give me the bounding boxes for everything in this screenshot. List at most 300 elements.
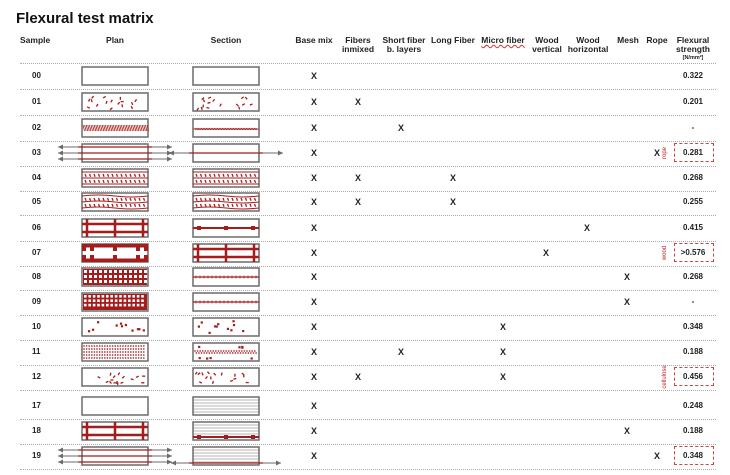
- section-drawing: [166, 265, 286, 289]
- plan-drawing: [55, 290, 175, 314]
- mesh-cell: [89, 280, 92, 283]
- fiber-dash: [91, 99, 92, 102]
- header-wood-vertical: [532, 36, 562, 54]
- sample-id: 03: [32, 148, 41, 157]
- mesh-cell: [104, 275, 107, 278]
- fiber-dot: [109, 345, 110, 346]
- fiber-dot: [133, 354, 134, 355]
- fiber-dot: [86, 345, 87, 346]
- flexural-strength-value: -: [691, 123, 695, 132]
- fiber-dot: [99, 357, 100, 358]
- fiber-dot: [90, 255, 94, 259]
- fiber-dot: [107, 357, 108, 358]
- fiber-dot: [253, 352, 254, 353]
- header-section: Section: [210, 35, 242, 45]
- mark-mesh: X: [623, 426, 631, 436]
- section-drawing: [166, 340, 286, 364]
- fiber-dot: [215, 350, 216, 351]
- specimen-outline: [193, 93, 259, 111]
- fiber-dot: [131, 330, 133, 332]
- reinforcement-label: cellulose: [662, 365, 668, 389]
- header-rope: Rope: [646, 35, 668, 45]
- fiber-dot: [218, 350, 219, 351]
- fiber-dot: [96, 345, 97, 346]
- table-row: [0, 241, 730, 265]
- fiber-dash: [230, 381, 233, 382]
- mesh-cell: [106, 295, 109, 298]
- mesh-cell: [124, 270, 127, 273]
- fiber-dot: [120, 323, 122, 325]
- fiber-dot: [117, 351, 118, 352]
- fiber-dot: [91, 351, 92, 352]
- fiber-dot: [94, 345, 95, 346]
- fiber-dot: [209, 332, 211, 334]
- fiber-dot: [217, 323, 219, 325]
- mark-short: X: [397, 123, 405, 133]
- fiber-dot: [83, 351, 84, 352]
- fiber-dot: [224, 226, 228, 230]
- flexural-strength-value: 0.201: [682, 97, 704, 106]
- fiber-dot: [125, 357, 126, 358]
- fiber-dot: [133, 345, 134, 346]
- fiber-dot: [117, 357, 118, 358]
- section-drawing: [166, 394, 286, 418]
- mesh-cell: [119, 299, 122, 302]
- fiber-dot: [228, 350, 229, 351]
- fiber-dot: [216, 352, 217, 353]
- fiber-dash: [213, 381, 214, 384]
- fiber-dot: [143, 351, 144, 352]
- mark-base: X: [310, 347, 318, 357]
- fiber-dot: [133, 351, 134, 352]
- fiber-dot: [196, 352, 197, 353]
- fiber-dot: [104, 357, 105, 358]
- header-long-fiber: Long Fiber: [431, 35, 475, 45]
- fiber-dot: [97, 321, 99, 323]
- fiber-dot: [99, 348, 100, 349]
- section-drawing: [166, 315, 286, 339]
- fiber-dot: [133, 357, 134, 358]
- mark-long: X: [449, 197, 457, 207]
- mesh-cell: [110, 304, 113, 307]
- fiber-dot: [112, 345, 113, 346]
- plan-drawing: [55, 116, 175, 140]
- mesh-cell: [88, 299, 91, 302]
- mark-micro: X: [499, 372, 507, 382]
- table-row: [0, 141, 730, 165]
- fiber-dot: [104, 345, 105, 346]
- flexural-strength-value: >0.576: [680, 248, 706, 257]
- fiber-dot: [135, 348, 136, 349]
- fiber-dash: [233, 378, 236, 379]
- fiber-dot: [115, 354, 116, 355]
- mesh-cell: [102, 295, 105, 298]
- mesh-cell: [119, 304, 122, 307]
- arrowhead-icon: [58, 454, 63, 459]
- mesh-cell: [106, 304, 109, 307]
- arrowhead-icon: [276, 461, 281, 466]
- fiber-dot: [121, 325, 123, 327]
- fiber-dash: [110, 373, 111, 376]
- mesh-cell: [94, 280, 97, 283]
- mark-micro: X: [499, 347, 507, 357]
- fiber-dot: [109, 354, 110, 355]
- specimen-outline: [82, 397, 148, 415]
- table-row: [0, 166, 730, 190]
- section-drawing: [166, 116, 286, 140]
- fiber-dot: [104, 348, 105, 349]
- mark-base: X: [310, 223, 318, 233]
- fiber-dot: [138, 354, 139, 355]
- fiber-dot: [115, 345, 116, 346]
- mark-wood-v: X: [542, 248, 550, 258]
- mesh-cell: [114, 280, 117, 283]
- fiber-dot: [226, 350, 227, 351]
- mesh-cell: [119, 295, 122, 298]
- fiber-dot: [86, 354, 87, 355]
- page-title: Flexural test matrix: [16, 10, 154, 27]
- specimen-outline: [193, 343, 259, 361]
- plan-drawing: [55, 265, 175, 289]
- header-wood-h-l2: horizontal: [567, 44, 609, 54]
- fiber-dot: [102, 357, 103, 358]
- mesh-cell: [93, 295, 96, 298]
- fiber-dot: [113, 255, 117, 259]
- fiber-dot: [224, 352, 225, 353]
- mesh-cell: [144, 275, 147, 278]
- fiber-dot: [122, 357, 123, 358]
- fiber-dot: [229, 352, 230, 353]
- fiber-dot: [113, 247, 117, 251]
- fiber-dot: [141, 354, 142, 355]
- mesh-cell: [139, 275, 142, 278]
- plan-drawing: [55, 190, 175, 214]
- fiber-dot: [249, 350, 250, 351]
- fiber-dot: [96, 354, 97, 355]
- section-drawing: [166, 444, 286, 468]
- fiber-dot: [241, 350, 242, 351]
- specimen-outline: [82, 67, 148, 85]
- mesh-cell: [102, 299, 105, 302]
- fiber-dot: [213, 350, 214, 351]
- fiber-dot: [99, 345, 100, 346]
- fiber-dot: [141, 351, 142, 352]
- fiber-dash: [208, 102, 211, 103]
- fiber-dot: [242, 330, 244, 332]
- fiber-dot: [90, 247, 94, 251]
- fiber-dot: [109, 348, 110, 349]
- mark-long: X: [449, 173, 457, 183]
- fiber-dot: [99, 351, 100, 352]
- fiber-dot: [96, 357, 97, 358]
- fiber-dot: [143, 354, 144, 355]
- mesh-cell: [144, 280, 147, 283]
- fiber-dot: [104, 351, 105, 352]
- section-drawing: [166, 141, 286, 165]
- flexural-strength-value: 0.268: [682, 272, 704, 281]
- fiber-dot: [144, 255, 148, 259]
- mark-base: X: [310, 322, 318, 332]
- fiber-dot: [128, 357, 129, 358]
- wood-bar: [82, 244, 148, 248]
- sample-id: 07: [32, 248, 41, 257]
- mark-base: X: [310, 173, 318, 183]
- table-row: [0, 315, 730, 339]
- specimen-outline: [193, 67, 259, 85]
- header-short-fiber: [383, 36, 426, 54]
- fiber-dot: [86, 357, 87, 358]
- header-fibers-l1: Fibers: [345, 35, 371, 45]
- mesh-cell: [114, 270, 117, 273]
- fiber-dot: [144, 247, 148, 251]
- section-drawing: [166, 166, 286, 190]
- flexural-strength-value: 0.348: [682, 451, 704, 460]
- fiber-dot: [115, 351, 116, 352]
- fiber-dot: [130, 345, 131, 346]
- mark-base: X: [310, 123, 318, 133]
- mesh-cell: [139, 280, 142, 283]
- fiber-dot: [251, 357, 253, 359]
- fiber-dot: [200, 350, 201, 351]
- fiber-dot: [210, 350, 211, 351]
- table-row: [0, 290, 730, 314]
- mesh-cell: [119, 270, 122, 273]
- fiber-dot: [104, 354, 105, 355]
- plan-drawing: [55, 141, 175, 165]
- fiber-dot: [107, 351, 108, 352]
- fiber-dot: [125, 351, 126, 352]
- header-short-l1: Short fiber: [382, 35, 426, 45]
- mesh-cell: [132, 299, 135, 302]
- fiber-dot: [246, 350, 247, 351]
- fiber-dot: [143, 348, 144, 349]
- fiber-dash: [206, 108, 209, 109]
- specimen-outline: [193, 368, 259, 386]
- fiber-dot: [232, 352, 233, 353]
- mesh-cell: [115, 304, 118, 307]
- fiber-dot: [96, 348, 97, 349]
- flexural-strength-value: 0.415: [682, 223, 704, 232]
- specimen-outline: [193, 119, 259, 137]
- mesh-cell: [99, 280, 102, 283]
- mark-base: X: [310, 71, 318, 81]
- header-flexural-strength: [676, 36, 710, 63]
- sample-id: 04: [32, 173, 41, 182]
- fiber-dot: [252, 350, 253, 351]
- section-drawing: [166, 419, 286, 443]
- fiber-dot: [120, 351, 121, 352]
- fiber-dot: [112, 357, 113, 358]
- plan-drawing: [55, 166, 175, 190]
- mesh-cell: [124, 280, 127, 283]
- mesh-cell: [94, 270, 97, 273]
- table-row: [0, 444, 730, 468]
- wood-bar: [82, 259, 148, 263]
- reinforcement-label: rope: [662, 146, 668, 160]
- header-mesh: Mesh: [617, 35, 639, 45]
- header-base-mix: Base mix: [295, 35, 333, 45]
- fiber-dot: [128, 348, 129, 349]
- table-row: [0, 64, 730, 88]
- fiber-dot: [83, 354, 84, 355]
- mesh-cell: [88, 295, 91, 298]
- fiber-dot: [143, 345, 144, 346]
- plan-drawing: [55, 444, 175, 468]
- mark-base: X: [310, 272, 318, 282]
- mesh-cell: [110, 295, 113, 298]
- plan-drawing: [55, 64, 175, 88]
- mark-micro: X: [499, 322, 507, 332]
- fiber-dot: [197, 350, 198, 351]
- mark-fibers: X: [354, 197, 362, 207]
- fiber-dot: [112, 351, 113, 352]
- fiber-dot: [125, 348, 126, 349]
- fiber-dot: [214, 352, 215, 353]
- header-plan: Plan: [106, 35, 124, 45]
- plan-drawing: [55, 340, 175, 364]
- table-row: [0, 190, 730, 214]
- mesh-cell: [124, 275, 127, 278]
- plan-drawing: [55, 419, 175, 443]
- fiber-dot: [130, 354, 131, 355]
- arrowhead-icon: [58, 151, 63, 156]
- row-divider: [20, 390, 716, 391]
- fiber-dot: [130, 348, 131, 349]
- fiber-dot: [133, 348, 134, 349]
- mesh-cell: [104, 280, 107, 283]
- fiber-dot: [94, 354, 95, 355]
- fiber-dot: [210, 357, 212, 359]
- fiber-dot: [99, 354, 100, 355]
- mesh-cell: [115, 299, 118, 302]
- sample-id: 19: [32, 451, 41, 460]
- fiber-dot: [82, 255, 86, 259]
- fiber-dot: [143, 357, 144, 358]
- fiber-dot: [236, 350, 237, 351]
- arrowhead-icon: [58, 157, 63, 162]
- mesh-cell: [132, 295, 135, 298]
- row-divider: [20, 469, 716, 470]
- fiber-dot: [199, 357, 201, 359]
- fiber-dot: [130, 357, 131, 358]
- table-row: [0, 90, 730, 114]
- mesh-cell: [84, 295, 87, 298]
- fiber-dot: [197, 226, 201, 230]
- table-row: [0, 116, 730, 140]
- fiber-dot: [117, 354, 118, 355]
- fiber-dot: [94, 348, 95, 349]
- mesh-cell: [106, 299, 109, 302]
- mesh-cell: [119, 275, 122, 278]
- specimen-outline: [82, 318, 148, 336]
- mesh-cell: [84, 275, 87, 278]
- header-wood-v-l1: Wood: [535, 35, 559, 45]
- mesh-cell: [115, 295, 118, 298]
- fiber-dot: [94, 351, 95, 352]
- fiber-dot: [138, 348, 139, 349]
- fiber-dot: [109, 357, 110, 358]
- mesh-cell: [124, 295, 127, 298]
- fiber-dot: [206, 352, 207, 353]
- table-row: [0, 265, 730, 289]
- arrowhead-icon: [58, 460, 63, 465]
- fiber-dot: [83, 345, 84, 346]
- fiber-dot: [88, 330, 90, 332]
- arrowhead-icon: [278, 151, 283, 156]
- mesh-cell: [97, 295, 100, 298]
- plan-drawing: [55, 394, 175, 418]
- fiber-dot: [91, 348, 92, 349]
- mark-base: X: [310, 297, 318, 307]
- fiber-dash: [221, 373, 222, 376]
- mesh-cell: [84, 270, 87, 273]
- mark-base: X: [310, 401, 318, 411]
- section-drawing: [166, 241, 286, 265]
- section-drawing: [166, 365, 286, 389]
- header-short-l2: b. layers: [386, 44, 422, 54]
- mark-base: X: [310, 97, 318, 107]
- flexural-strength-value: -: [691, 297, 695, 306]
- header-sample: Sample: [20, 35, 51, 45]
- fiber-dot: [239, 350, 240, 351]
- fiber-dot: [205, 350, 206, 351]
- header-fibers: [342, 36, 374, 54]
- sample-id: 05: [32, 197, 41, 206]
- section-drawing: [166, 290, 286, 314]
- mesh-cell: [84, 304, 87, 307]
- fiber-dot: [117, 348, 118, 349]
- fiber-dot: [227, 328, 229, 330]
- fiber-dot: [125, 354, 126, 355]
- section-drawing: [166, 216, 286, 240]
- flexural-strength-value: 0.248: [682, 401, 704, 410]
- fiber-dot: [102, 348, 103, 349]
- mesh-cell: [99, 270, 102, 273]
- header-flex-unit: [N/mm²]: [682, 55, 704, 61]
- mark-rope: X: [653, 451, 661, 461]
- fiber-dot: [92, 329, 94, 331]
- fiber-dot: [141, 345, 142, 346]
- mark-fibers: X: [354, 97, 362, 107]
- flexural-strength-value: 0.255: [682, 197, 704, 206]
- fiber-dot: [96, 351, 97, 352]
- mesh-cell: [93, 299, 96, 302]
- fiber-dot: [128, 351, 129, 352]
- fiber-dot: [222, 352, 223, 353]
- fiber-dot: [141, 357, 142, 358]
- fiber-dash: [106, 101, 107, 104]
- sample-id: 18: [32, 426, 41, 435]
- header-flex-l1: Flexural: [676, 35, 710, 45]
- fiber-dot: [198, 346, 200, 348]
- flexural-strength-value: 0.268: [682, 173, 704, 182]
- flexural-strength-value: 0.348: [682, 322, 704, 331]
- fiber-dot: [194, 350, 195, 351]
- mesh-cell: [144, 270, 147, 273]
- mesh-cell: [128, 299, 131, 302]
- mark-base: X: [310, 426, 318, 436]
- fiber-dot: [89, 351, 90, 352]
- mark-mesh: X: [623, 272, 631, 282]
- fiber-dot: [240, 352, 241, 353]
- sample-id: 09: [32, 297, 41, 306]
- flexural-strength-value: 0.188: [682, 426, 704, 435]
- fiber-dot: [231, 350, 232, 351]
- fiber-dot: [202, 350, 203, 351]
- fiber-dot: [248, 352, 249, 353]
- fiber-dot: [255, 352, 256, 353]
- mesh-cell: [139, 270, 142, 273]
